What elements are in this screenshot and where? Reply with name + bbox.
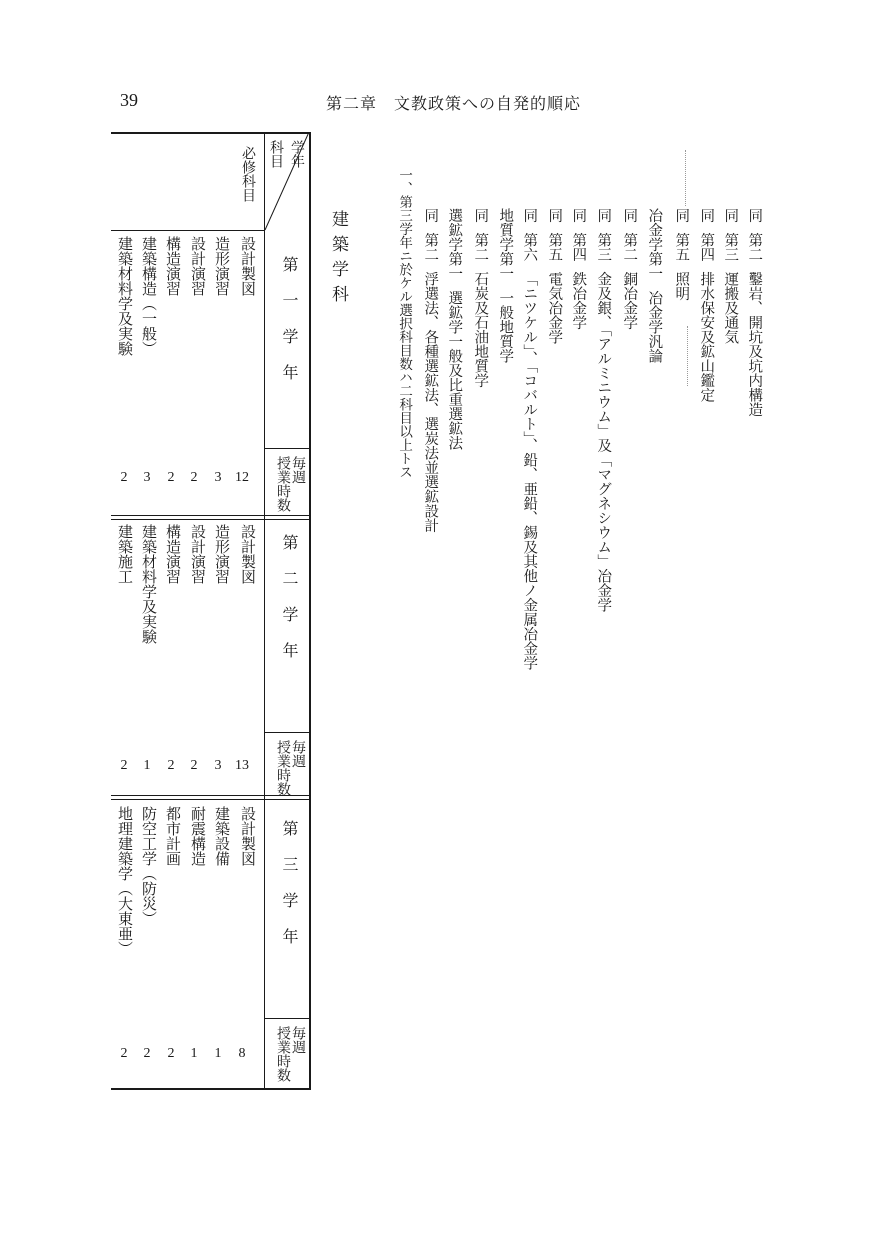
hours-cell: 2 (120, 1046, 128, 1061)
hours-cell: 2 (190, 758, 198, 773)
subject-cell: 建築構造（一般） (140, 236, 158, 356)
subject-cell: 建築設備 (213, 806, 231, 866)
list-line-12: 同第二石炭及石油地質学 (472, 208, 489, 388)
list-line-3: 同第四排水保安及鉱山鑑定 (698, 208, 715, 402)
page-number: 39 (120, 90, 138, 110)
hours-cell: 2 (167, 470, 175, 485)
row-rule (111, 515, 309, 516)
subject-cell: 設計製図 (239, 236, 257, 296)
hours-header-3: 毎週 (290, 1026, 306, 1054)
year-header-3: 第三学年 (280, 820, 299, 964)
hours-header-2: 授業時数 (275, 740, 291, 796)
subject-cell: 耐震構造 (189, 806, 207, 866)
list-line-11: 地質学第一一般地質学 (497, 208, 514, 363)
hours-rule (264, 1018, 309, 1019)
hours-cell: 13 (235, 758, 249, 773)
list-line-2: 同第三運搬及通気 (722, 208, 739, 344)
row-rule (111, 230, 265, 231)
hours-cell: 2 (190, 470, 198, 485)
hours-cell: 2 (143, 1046, 151, 1061)
row-rule (111, 519, 309, 520)
subject-cell: 設計演習 (189, 236, 207, 296)
elective-note: 一、第三学年ニ於ケル選択科目数ハ二科目以上トス (396, 168, 413, 479)
subject-cell: 防空工学（防災） (140, 806, 158, 926)
list-line-14: 同第二浮選法、各種選鉱法、選炭法並選鉱設計 (422, 208, 439, 533)
subject-cell: 構造演習 (164, 236, 182, 296)
list-line-5: 冶金学第一冶金学汎論 (646, 208, 663, 363)
list-line-6: 同第二銅冶金学 (621, 208, 638, 330)
hours-cell: 1 (143, 758, 151, 773)
hours-cell: 2 (120, 470, 128, 485)
table-bottom-rule (111, 1088, 311, 1090)
hours-cell: 8 (238, 1046, 246, 1061)
hours-cell: 1 (190, 1046, 198, 1061)
table-right-rule (309, 132, 311, 1090)
corner-label-year: 学年 (289, 140, 305, 168)
corner-label-subject: 科目 (268, 140, 284, 168)
year-header-1: 第一学年 (280, 256, 299, 400)
hours-rule (264, 448, 309, 449)
list-line-9: 同第五電気冶金学 (546, 208, 563, 344)
department-title: 建築学科 (328, 210, 348, 310)
subject-cell: 都市計画 (164, 806, 182, 866)
required-subjects-header: 必修科目 (240, 146, 256, 202)
subject-cell: 設計製図 (239, 524, 257, 584)
subject-cell: 建築材料学及実験 (140, 524, 158, 644)
subject-cell: 設計製図 (239, 806, 257, 866)
hours-cell: 2 (120, 758, 128, 773)
hours-header-1: 毎週 (290, 456, 306, 484)
hours-cell: 12 (235, 470, 249, 485)
hours-header-3: 授業時数 (275, 1026, 291, 1082)
subject-cell: 建築施工 (116, 524, 134, 584)
list-line-10: 同第六「ニツケル」、「コバルト」、鉛、亜鉛、錫及其他ノ金属冶金学 (521, 208, 538, 671)
dotted-guide (685, 150, 686, 206)
header-column-rule (264, 132, 265, 1090)
hours-cell: 1 (214, 1046, 222, 1061)
row-rule (111, 799, 309, 800)
chapter-title: 第二章 文教政策への自発的順応 (326, 94, 582, 113)
hours-cell: 3 (143, 470, 151, 485)
subject-cell: 建築材料学及実験 (116, 236, 134, 356)
subject-cell: 地理建築学（大東亜） (116, 806, 134, 956)
list-line-1: 同第二鑿岩、開坑及坑内構造 (746, 208, 763, 417)
subject-cell: 造形演習 (213, 236, 231, 296)
year-header-2: 第二学年 (280, 534, 299, 678)
subject-cell: 構造演習 (164, 524, 182, 584)
list-line-7: 同第三金及銀、「アルミニウム」及「マグネシウム」冶金学 (595, 208, 612, 613)
hours-cell: 2 (167, 1046, 175, 1061)
hours-rule (264, 732, 309, 733)
hours-header-2: 毎週 (290, 740, 306, 768)
list-line-13: 選鉱学第一選鉱学一般及比重選鉱法 (446, 208, 463, 450)
subject-cell: 設計演習 (189, 524, 207, 584)
dotted-guide (687, 326, 688, 386)
hours-header-1: 授業時数 (275, 456, 291, 512)
list-line-8: 同第四鉄冶金学 (570, 208, 587, 330)
hours-cell: 3 (214, 758, 222, 773)
subject-cell: 造形演習 (213, 524, 231, 584)
hours-cell: 3 (214, 470, 222, 485)
hours-cell: 2 (167, 758, 175, 773)
list-line-4: 同第五照明 (673, 208, 690, 301)
